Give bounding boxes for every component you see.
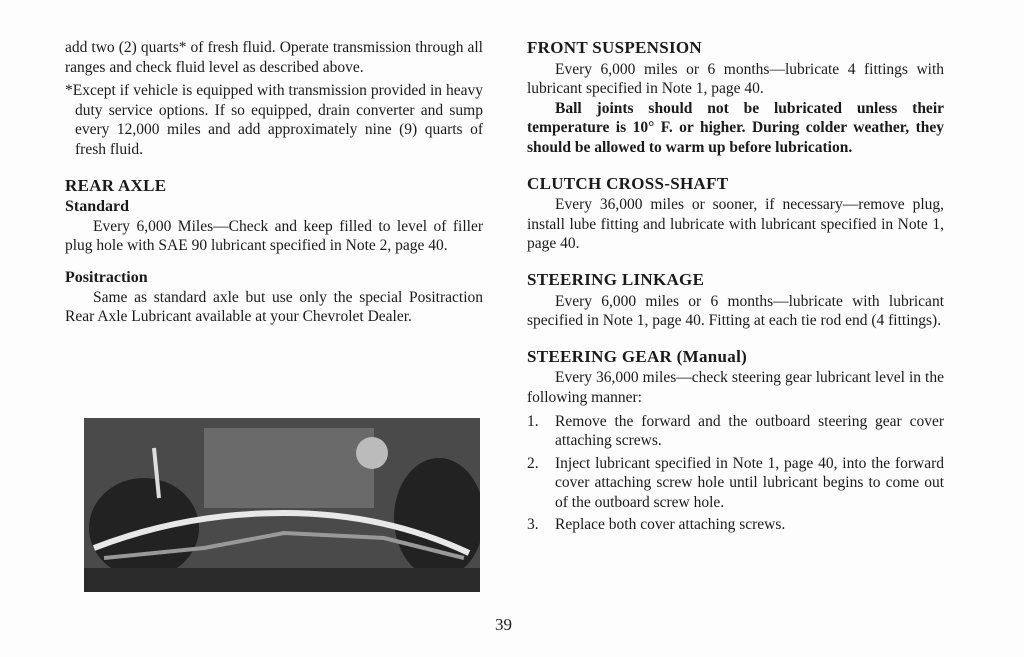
step-text: Inject lubricant specified in Note 1, page 40, into the forward cover attaching screw hole until lubricant begins to come out of the outboard screw hole. [555,454,944,511]
right-column [527,38,944,538]
step-number: 1. [527,412,539,430]
step-number: 2. [527,454,539,472]
left-column [65,38,483,327]
paragraph: Same as standard axle but use only the special Positraction Rear Axle Lubricant available at your Chevrolet Dealer. [65,288,483,326]
heading-positraction: Positraction [65,268,148,286]
list-item [527,412,944,451]
warning-paragraph: Ball joints should not be lubricated unless their temperature is 10° F. or higher. During colder weather, they should be allowed to warm up before lubrication. [527,99,944,156]
steps-list [527,412,944,536]
footnote: *Except if vehicle is equipped with transmission provided in heavy duty service options. If so equipped, drain converter and sump every 12,000 miles and add approximately nine (9) quarts of fresh fluid. [65,82,483,158]
list-item [527,454,944,513]
paragraph: Every 6,000 miles or 6 months—lubricate 4 fittings with lubricant specified in Note 1, page 40. [527,60,944,98]
paragraph: Every 36,000 miles or sooner, if necessary—remove plug, install lube fitting and lubricate with lubricant specified in Note 1, page 40. [527,196,944,253]
front-suspension-photo [84,418,480,592]
list-item [527,515,944,535]
paragraph: Every 6,000 miles or 6 months—lubricate with lubricant specified in Note 1, page 40. Fitting at each tie rod end (4 fittings). [527,292,944,330]
paragraph: Every 6,000 Miles—Check and keep filled to level of filler plug hole with SAE 90 lubricant specified in Note 2, page 40. [65,217,483,255]
heading-rear-axle: REAR AXLE [65,175,167,195]
step-number: 3. [527,516,539,534]
paragraph: add two (2) quarts* of fresh fluid. Operate transmission through all ranges and check fluid level as described above. [65,39,483,76]
paragraph: Every 36,000 miles—check steering gear lubricant level in the following manner: [527,369,944,406]
heading-steering-gear: STEERING GEAR (Manual) [527,346,748,366]
heading-standard: Standard [65,198,130,216]
step-text: Remove the forward and the outboard steering gear cover attaching screws. [555,412,944,450]
heading-front-suspension: FRONT SUSPENSION [527,38,702,57]
heading-clutch-cross-shaft: CLUTCH CROSS-SHAFT [527,173,729,193]
step-text: Replace both cover attaching screws. [555,516,786,534]
heading-steering-linkage: STEERING LINKAGE [527,269,705,289]
page-number: 39 [495,615,512,634]
